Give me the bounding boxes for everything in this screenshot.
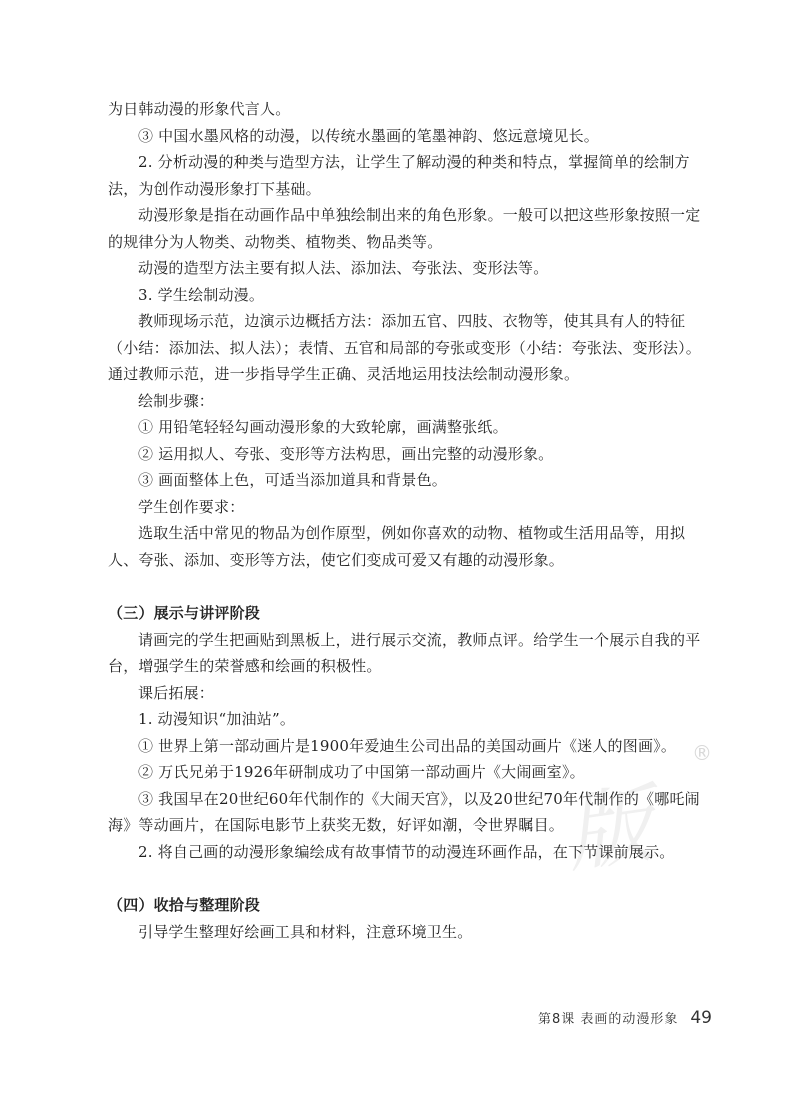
text-line: 选取生活中常见的物品为创作原型，例如你喜欢的动物、植物或生活用品等，用拟 xyxy=(138,524,686,542)
text-line: 学生创作要求： xyxy=(138,497,245,516)
text-line: （小结：添加法、拟人法）；表情、五官和局部的夸张或变形（小结：夸张法、变形法）。 xyxy=(108,338,702,357)
text-line: 台，增强学生的荣誉感和绘画的积极性。 xyxy=(108,657,382,675)
text-line: 2. 分析动漫的种类与造型方法，让学生了解动漫的种类和特点，掌握简单的绘制方 xyxy=(138,153,690,171)
body-text xyxy=(108,96,708,945)
page-footer xyxy=(538,1008,712,1028)
section-heading: （四）收拾与整理阶段 xyxy=(108,896,261,914)
text-line: 通过教师示范，进一步指导学生正确、灵活地运用技法绘制动漫形象。 xyxy=(108,365,580,383)
section-heading: （三）展示与讲评阶段 xyxy=(108,604,261,622)
section-gap xyxy=(108,573,708,600)
text-line: 法，为创作动漫形象打下基础。 xyxy=(108,179,321,198)
section-gap xyxy=(108,865,708,892)
text-line: 请画完的学生把画贴到黑板上，进行展示交流，教师点评。给学生一个展示自我的平 xyxy=(138,630,701,649)
text-line: ② 运用拟人、夸张、变形等方法构思，画出完整的动漫形象。 xyxy=(138,444,554,463)
text-line: 海》等动画片，在国际电影节上获奖无数，好评如潮，令世界瞩目。 xyxy=(108,816,565,834)
text-line: ① 用铅笔轻轻勾画动漫形象的大致轮廓，画满整张纸。 xyxy=(138,418,508,436)
text-line: 为日韩动漫的形象代言人。 xyxy=(108,100,291,118)
text-line: 1. 动漫知识“加油站”。 xyxy=(138,710,296,728)
text-line: ① 世界上第一部动画片是1900年爱迪生公司出品的美国动画片《迷人的图画》。 xyxy=(138,736,677,755)
text-line: 绘制步骤： xyxy=(138,391,215,410)
text-line: 动漫形象是指在动画作品中单独绘制出来的角色形象。一般可以把这些形象按照一定 xyxy=(138,206,701,224)
text-line: ② 万氏兄弟于1926年研制成功了中国第一部动画片《大闹画室》。 xyxy=(138,763,585,781)
text-line: 引导学生整理好绘画工具和材料，注意环境卫生。 xyxy=(138,922,473,941)
text-line: 的规律分为人物类、动物类、植物类、物品类等。 xyxy=(108,232,443,251)
registered-mark: ® xyxy=(692,741,712,765)
text-line: 人、夸张、添加、变形等方法，使它们变成可爱又有趣的动漫形象。 xyxy=(108,550,565,569)
publisher-watermark: 版 xyxy=(559,774,659,886)
text-line: ③ 画面整体上色，可适当添加道具和背景色。 xyxy=(138,471,447,489)
text-line: 动漫的造型方法主要有拟人法、添加法、夸张法、变形法等。 xyxy=(138,259,549,277)
text-line: ③ 我国早在20世纪60年代制作的《大闹天宫》，以及20世纪70年代制作的《哪吒闹 xyxy=(138,789,700,808)
text-line: 3. 学生绘制动漫。 xyxy=(138,285,265,304)
page-number: 49 xyxy=(690,1008,712,1028)
text-line: 2. 将自己画的动漫形象编绘成有故事情节的动漫连环画作品，在下节课前展示。 xyxy=(138,842,675,861)
footer-lesson-title: 第8课 表画的动漫形象 xyxy=(537,1012,679,1027)
text-line: 课后拓展： xyxy=(138,683,215,702)
text-line: 教师现场示范，边演示边概括方法：添加五官、四肢、衣物等，使其具有人的特征 xyxy=(138,312,686,330)
text-line: ③ 中国水墨风格的动漫，以传统水墨画的笔墨神韵、悠远意境见长。 xyxy=(138,126,599,145)
